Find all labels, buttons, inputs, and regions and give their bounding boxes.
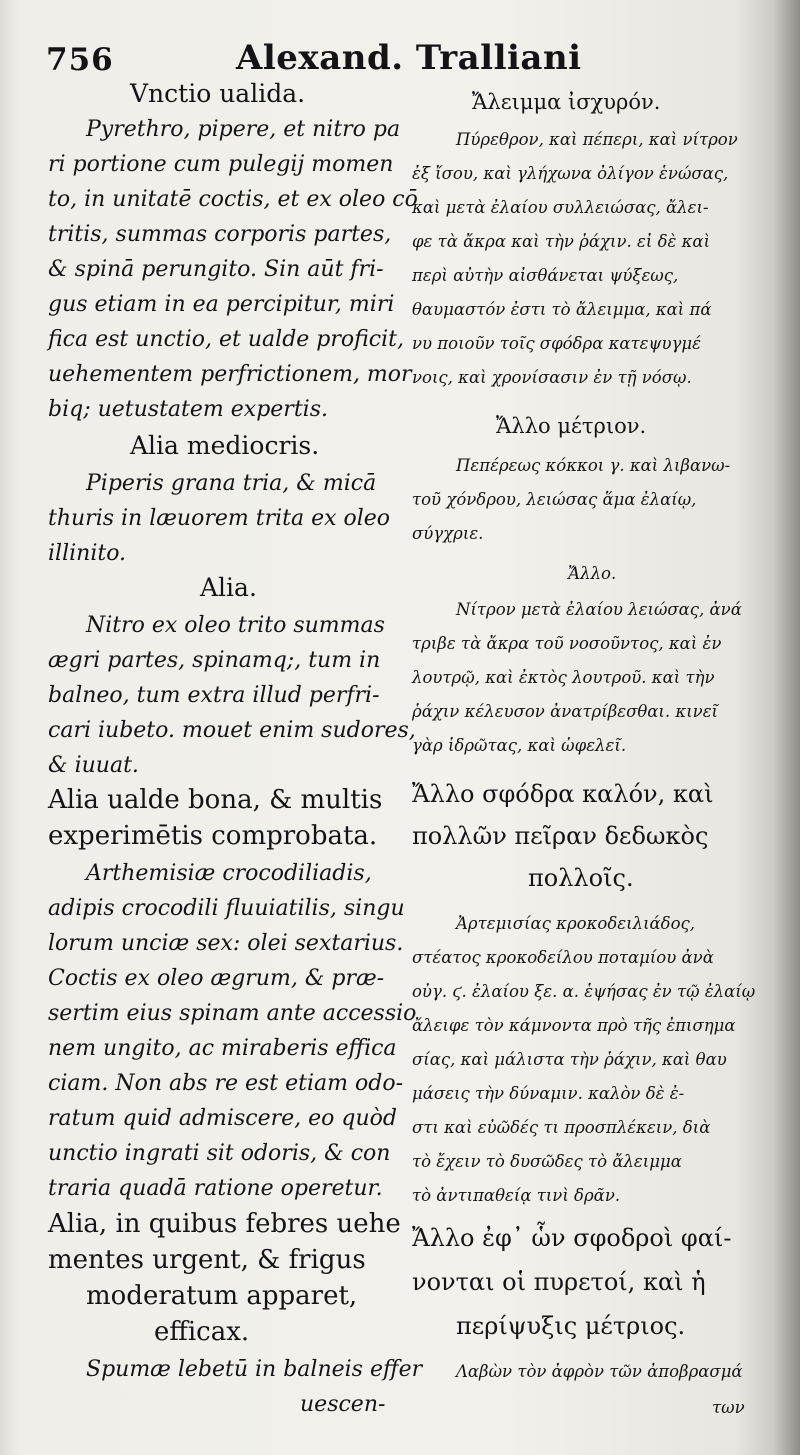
greek-text-line: τὸ ἀντιπαθείᾳ τινὶ δρᾶν. [412,1186,621,1205]
latin-text-line: Alia mediocris. [130,431,320,460]
greek-text-line: Ἄλλο ἐφ᾽ ὧν σφοδροὶ φαί- [412,1224,732,1252]
latin-text-line: ægri partes, spinamq;, tum in [48,648,381,673]
greek-text-line: γὰρ ἱδρῶτας, καὶ ὠφελεῖ. [412,736,627,755]
greek-text-line: τοῦ χόνδρου, λειώσας ἅμα ἐλαίῳ, [412,490,697,509]
latin-text-line: unctio ingrati sit odoris, & con [48,1141,391,1166]
latin-text-line: gus etiam in ea percipitur, miri [48,292,395,317]
latin-text-line: Alia. [200,573,257,602]
greek-text-line: περὶ αὐτὴν αἰσθάνεται ψύξεως, [412,266,679,285]
greek-text-line: Λαβὼν τὸν ἀφρὸν τῶν ἀποβρασμά [456,1362,743,1381]
greek-text-line: Ἀρτεμισίας κροκοδειλιάδος, [456,914,696,933]
greek-text-line: Ἄλειμμα ἰσχυρόν. [472,90,661,114]
greek-text-line: Πύρεθρον, καὶ πέπερι, καὶ νίτρον [456,130,738,149]
latin-text-line: Arthemisiæ crocodiliadis, [86,861,372,886]
latin-text-line: tritis, summas corporis partes, [48,222,392,247]
greek-text-line: τριβε τὰ ἄκρα τοῦ νοσοῦντος, καὶ ἐν [412,634,722,653]
greek-text-line: Πεπέρεως κόκκοι γ. καὶ λιβανω- [456,456,731,475]
latin-text-line: mentes urgent, & frigus [48,1245,366,1275]
greek-text-line: ῥάχιν κέλευσον ἀνατρίβεσθαι. κινεῖ [412,702,719,721]
greek-text-line: ἐξ ἴσου, καὶ γλήχωνα ὀλίγον ἑνώσας, [412,164,729,183]
latin-text-line: Alia ualde bona, & multis [48,785,383,815]
greek-text-line: μάσεις τὴν δύναμιν. καλὸν δὲ ἐ- [412,1084,685,1103]
latin-text-line: ri portione cum pulegij momen [48,152,394,177]
latin-text-line: uehementem perfrictionem, mor [48,362,412,387]
latin-text-line: adipis crocodili fluuiatilis, singu [48,896,405,921]
latin-text-line: experimētis comprobata. [48,821,378,851]
greek-text-line: νοις, καὶ χρονίσασιν ἐν τῇ νόσῳ. [412,368,692,387]
latin-text-line: efficax. [154,1317,250,1347]
latin-text-line: illinito. [48,541,127,566]
greek-text-line: στέατος κροκοδείλου ποταμίου ἀνὰ [412,948,714,967]
greek-text-line: σίας, καὶ μάλιστα τὴν ῥάχιν, καὶ θαυ [412,1050,727,1069]
greek-text-line: οὐγ. ϛ. ἐλαίου ξε. α. ἑψήσας ἐν τῷ ἐλαίῳ [412,982,756,1001]
latin-text-line: cari iubeto. mouet enim sudores, [48,718,416,743]
latin-text-line: sertim eius spinam ante accessio [48,1001,417,1026]
greek-text-line: Ἄλλο σφόδρα καλόν, καὶ [412,780,714,808]
latin-text-line: moderatum apparet, [86,1281,358,1311]
latin-text-line: traria quadā ratione operetur. [48,1176,383,1201]
latin-text-line: ciam. Non abs re est etiam odo- [48,1071,404,1096]
latin-text-line: Pyrethro, pipere, et nitro pa [86,117,401,142]
latin-text-line: balneo, tum extra illud perfri- [48,683,380,708]
greek-text-line: σύγχριε. [412,524,484,543]
latin-text-line: Spumæ lebetū in balneis effer [86,1357,423,1382]
greek-text-line: των [712,1398,745,1417]
latin-text-line: lorum unciæ sex: olei sextarius. [48,931,404,956]
greek-text-line: περίψυξις μέτριος. [456,1312,686,1340]
latin-text-line: Vnctio ualida. [130,79,306,108]
greek-text-line: Ἄλλο. [568,564,617,583]
greek-text-line: νονται οἱ πυρετοί, καὶ ἡ [412,1268,706,1296]
latin-text-line: to, in unitatē coctis, et ex oleo cō [48,187,418,212]
greek-text-line: νυ ποιοῦν τοῖς σφόδρα κατεψυγμέ [412,334,701,353]
page-header [0,38,800,88]
greek-text-line: φε τὰ ἄκρα καὶ τὴν ῥάχιν. εἰ δὲ καὶ [412,232,711,251]
latin-text-line: biq; uetustatem expertis. [48,397,328,422]
latin-text-line: Nitro ex oleo trito summas [86,613,385,638]
latin-text-line: ratum quid admiscere, eo quòd [48,1106,397,1131]
greek-text-line: καὶ μετὰ ἐλαίου συλλειώσας, ἄλει- [412,198,709,217]
greek-text-line: πολλοῖς. [528,864,634,892]
greek-text-line: Ἄλλο μέτριον. [496,414,647,438]
greek-text-line: λουτρῷ, καὶ ἐκτὸς λουτροῦ. καὶ τὴν [412,668,715,687]
greek-text-line: τὸ ἔχειν τὸ δυσῶδες τὸ ἄλειμμα [412,1152,682,1171]
greek-text-line: στι καὶ εὐῶδές τι προσπλέκειν, διὰ [412,1118,711,1137]
latin-text-line: fica est unctio, et ualde proficit, [48,327,404,352]
latin-text-line: Alia, in quibus febres uehe [48,1209,401,1239]
latin-text-line: nem ungito, ac miraberis effica [48,1036,397,1061]
latin-text-line: uescen- [300,1392,386,1417]
latin-text-line: & spinā perungito. Sin aūt fri- [48,257,384,282]
running-title: Alexand. Tralliani [236,38,582,78]
greek-text-line: Νίτρον μετὰ ἐλαίου λειώσας, ἀνά [456,600,742,619]
page-gutter-shadow [774,0,800,1455]
latin-text-line: Piperis grana tria, & micā [86,471,377,496]
latin-text-line: & iuuat. [48,753,139,778]
page-number: 756 [46,42,114,78]
latin-text-line: Coctis ex oleo ægrum, & præ- [48,966,385,991]
greek-text-line: θαυμαστόν ἐστι τὸ ἄλειμμα, καὶ πά [412,300,712,319]
latin-text-line: thuris in læuorem trita ex oleo [48,506,391,531]
greek-text-line: πολλῶν πεῖραν δεδωκὸς [412,822,709,850]
greek-text-line: ἄλειφε τὸν κάμνοντα πρὸ τῆς ἐπισημα [412,1016,736,1035]
